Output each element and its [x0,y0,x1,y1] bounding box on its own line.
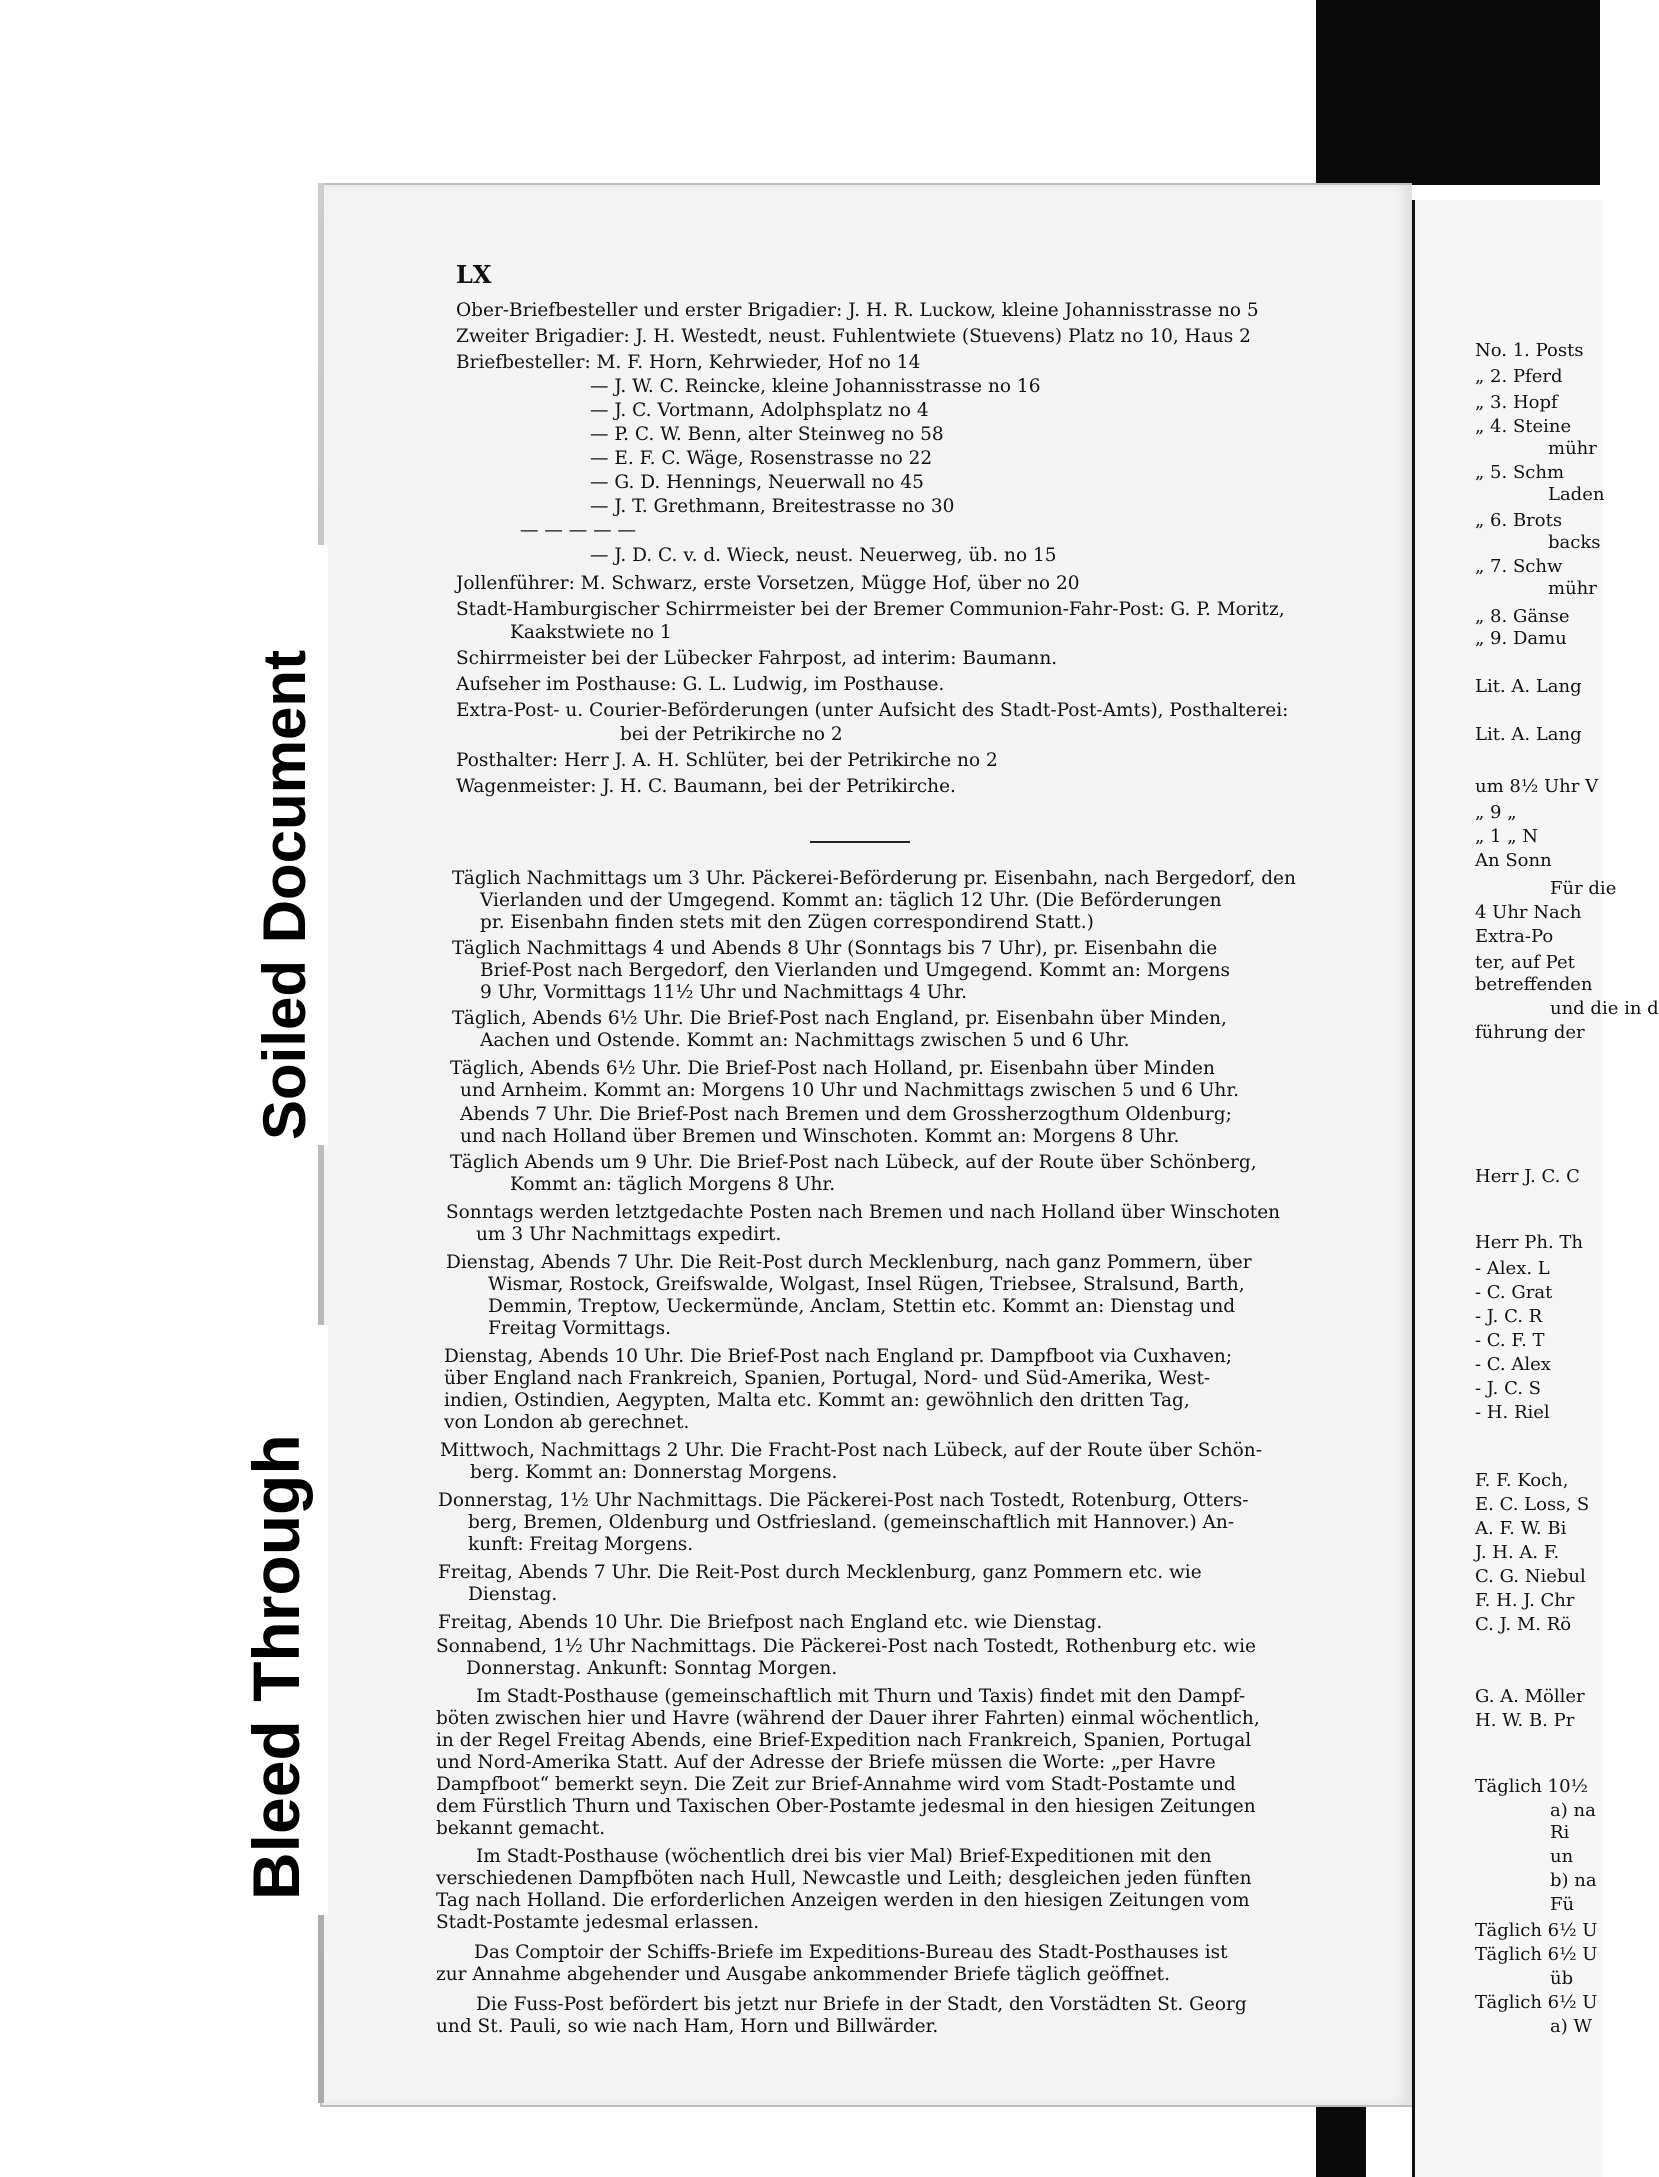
facing-page-text: „ 8. Gänse [1475,606,1570,627]
facing-page-text: a) W [1550,2016,1592,2037]
page-number: LX [456,260,492,289]
facing-page-text: - J. C. R [1475,1306,1543,1327]
facing-page-text: backs [1548,532,1601,553]
facing-page-text: „ 4. Steine [1475,416,1572,437]
facing-page-text: Täglich 6½ U [1475,1992,1598,2013]
text-line: — J. T. Grethmann, Breitestrasse no 30 [590,496,955,517]
text-line: Sonnabend, 1½ Uhr Nachmittags. Die Päckerei-Post nach Tostedt, Rothenburg etc. wie [436,1636,1256,1657]
facing-page-text: Lit. A. Lang [1475,724,1582,745]
text-line: Wismar, Rostock, Greifswalde, Wolgast, Insel Rügen, Triebsee, Stralsund, Barth, [488,1274,1245,1295]
facing-page-text: b) na [1550,1870,1597,1891]
facing-page-text: Täglich 10½ [1475,1776,1589,1797]
facing-page-text: H. W. B. Pr [1475,1710,1575,1731]
facing-page-text: F. F. Koch, [1475,1470,1569,1491]
text-line: Freitag, Abends 7 Uhr. Die Reit-Post durch Mecklenburg, ganz Pommern etc. wie [438,1562,1202,1583]
text-line: kunft: Freitag Morgens. [468,1534,694,1555]
facing-page-text: An Sonn [1475,850,1552,871]
facing-page-text: Für die [1550,878,1617,899]
facing-page-text: F. H. J. Chr [1475,1590,1575,1611]
text-line: Briefbesteller: M. F. Horn, Kehrwieder, Hof no 14 [456,352,921,373]
facing-page-text: betreffenden [1475,974,1593,995]
text-line: Dampfboot“ bemerkt seyn. Die Zeit zur Brief-Annahme wird vom Stadt-Postamte und [436,1774,1236,1795]
text-line: Vierlanden und der Umgegend. Kommt an: täglich 12 Uhr. (Die Beförderungen [480,890,1222,911]
text-line: — P. C. W. Benn, alter Steinweg no 58 [590,424,944,445]
text-line: 9 Uhr, Vormittags 11½ Uhr und Nachmittags 4 Uhr. [480,982,967,1003]
text-line: Täglich, Abends 6½ Uhr. Die Brief-Post nach Holland, pr. Eisenbahn über Minden [450,1058,1215,1079]
text-line: Ober-Briefbesteller und erster Brigadier: J. H. R. Luckow, kleine Johannisstrasse no 5 [456,300,1259,321]
text-line: über England nach Frankreich, Spanien, Portugal, Nord- und Süd-Amerika, West- [444,1368,1211,1389]
facing-page-text: - J. C. S [1475,1378,1541,1399]
text-line: und nach Holland über Bremen und Winschoten. Kommt an: Morgens 8 Uhr. [460,1126,1180,1147]
text-line: und Nord-Amerika Statt. Auf der Adresse der Briefe müssen die Worte: „per Havre [436,1752,1216,1773]
text-line: bei der Petrikirche no 2 [620,724,843,745]
text-line: — J. W. C. Reincke, kleine Johannisstrasse no 16 [590,376,1041,397]
facing-page-text: A. F. W. Bi [1475,1518,1567,1539]
facing-page-text: „ 7. Schw [1475,556,1563,577]
text-line: Posthalter: Herr J. A. H. Schlüter, bei der Petrikirche no 2 [456,750,998,771]
soiled-document-label: Soiled Document [251,649,318,1140]
text-line: Zweiter Brigadier: J. H. Westedt, neust. Fuhlentwiete (Stuevens) Platz no 10, Haus 2 [456,326,1251,347]
facing-page-text: „ 1 „ N [1475,826,1539,847]
facing-page-text: C. G. Niebul [1475,1566,1586,1587]
text-line: pr. Eisenbahn finden stets mit den Zügen correspondirend Statt.) [480,912,1094,933]
text-line: zur Annahme abgehender und Ausgabe ankommender Briefe täglich geöffnet. [436,1964,1170,1985]
facing-page-text: E. C. Loss, S [1475,1494,1590,1515]
text-line: Kommt an: täglich Morgens 8 Uhr. [510,1174,836,1195]
facing-page-text: mühr [1548,438,1597,459]
text-line: Freitag Vormittags. [488,1318,671,1339]
facing-page-text: „ 9 „ [1475,802,1517,823]
facing-page-text: Ri [1550,1822,1570,1843]
text-line: Kaakstwiete no 1 [510,622,672,643]
facing-page-text: und die in d [1550,998,1659,1019]
facing-page-text: Lit. A. Lang [1475,676,1582,697]
facing-page-text: Täglich 6½ U [1475,1944,1598,1965]
text-line: Täglich Nachmittags 4 und Abends 8 Uhr (Sonntags bis 7 Uhr), pr. Eisenbahn die [452,938,1218,959]
text-line: Das Comptoir der Schiffs-Briefe im Expeditions-Bureau des Stadt-Posthauses ist [474,1942,1228,1963]
facing-page-text: Täglich 6½ U [1475,1920,1598,1941]
text-line: Sonntags werden letztgedachte Posten nach Bremen und nach Holland über Winschoten [446,1202,1281,1223]
text-line: Extra-Post- u. Courier-Beförderungen (unter Aufsicht des Stadt-Post-Amts), Posthalterei: [456,700,1289,721]
text-line: — G. D. Hennings, Neuerwall no 45 [590,472,924,493]
text-line: Stadt-Postamte jedesmal erlassen. [436,1912,760,1933]
facing-page-text: - C. Alex [1475,1354,1551,1375]
black-corner-block [1330,0,1600,185]
facing-page-text: - C. Grat [1475,1282,1553,1303]
text-line: Täglich, Abends 6½ Uhr. Die Brief-Post nach England, pr. Eisenbahn über Minden, [452,1008,1227,1029]
text-line: — E. F. C. Wäge, Rosenstrasse no 22 [590,448,933,469]
text-line: Stadt-Hamburgischer Schirrmeister bei der Bremer Communion-Fahr-Post: G. P. Moritz, [456,599,1285,620]
text-line: verschiedenen Dampfböten nach Hull, Newcastle und Leith; desgleichen jeden fünften [436,1868,1252,1889]
facing-page-text: - H. Riel [1475,1402,1550,1423]
text-line: Dienstag. [468,1584,558,1605]
text-line: Aachen und Ostende. Kommt an: Nachmittags zwischen 5 und 6 Uhr. [480,1030,1130,1051]
text-line: Dienstag, Abends 10 Uhr. Die Brief-Post nach England pr. Dampfboot via Cuxhaven; [444,1346,1233,1367]
facing-page-text: ter, auf Pet [1475,952,1575,973]
facing-page-text: um 8½ Uhr V [1475,776,1599,797]
facing-page-text: „ 9. Damu [1475,628,1567,649]
text-line: indien, Ostindien, Aegypten, Malta etc. Kommt an: gewöhnlich den dritten Tag, [444,1390,1190,1411]
facing-page-text: Herr J. C. C [1475,1166,1580,1187]
facing-page-text: „ 2. Pferd [1475,366,1563,387]
text-line: Täglich Abends um 9 Uhr. Die Brief-Post nach Lübeck, auf der Route über Schönberg, [450,1152,1257,1173]
facing-page-text: J. H. A. F. [1475,1542,1560,1563]
text-line: Schirrmeister bei der Lübecker Fahrpost, ad interim: Baumann. [456,648,1058,669]
facing-page-text: - C. F. T [1475,1330,1545,1351]
facing-page-text: C. J. M. Rö [1475,1614,1572,1635]
text-line: Die Fuss-Post befördert bis jetzt nur Briefe in der Stadt, den Vorstädten St. Georg [476,1994,1247,2015]
text-line: — — — — — [520,520,637,541]
text-line: Tag nach Holland. Die erforderlichen Anzeigen werden in den hiesigen Zeitungen vom [436,1890,1250,1911]
facing-page-text: Fü [1550,1894,1575,1915]
text-line: dem Fürstlich Thurn und Taxischen Ober-Postamte jedesmal in den hiesigen Zeitungen [436,1796,1256,1817]
text-line: Donnerstag. Ankunft: Sonntag Morgen. [466,1658,838,1679]
facing-page-text: führung der [1475,1022,1585,1043]
facing-page-text: 4 Uhr Nach [1475,902,1582,923]
text-line: Täglich Nachmittags um 3 Uhr. Päckerei-Beförderung pr. Eisenbahn, nach Bergedorf, den [452,868,1296,889]
bleed-through-label: Bleed Through [239,1434,313,1900]
text-line: Abends 7 Uhr. Die Brief-Post nach Bremen und dem Grossherzogthum Oldenburg; [460,1104,1232,1125]
facing-page-text: G. A. Möller [1475,1686,1585,1707]
text-line: Wagenmeister: J. H. C. Baumann, bei der Petrikirche. [456,776,956,797]
text-line: Brief-Post nach Bergedorf, den Vierlanden und Umgegend. Kommt an: Morgens [480,960,1231,981]
text-line: berg, Bremen, Oldenburg und Ostfriesland. (gemeinschaftlich mit Hannover.) An- [468,1512,1235,1533]
facing-page-text: „ 3. Hopf [1475,392,1558,413]
text-line: und Arnheim. Kommt an: Morgens 10 Uhr und Nachmittags zwischen 5 und 6 Uhr. [460,1080,1240,1101]
text-line: und St. Pauli, so wie nach Ham, Horn und Billwärder. [436,2016,939,2037]
text-line: berg. Kommt an: Donnerstag Morgens. [470,1462,838,1483]
text-line: von London ab gerechnet. [444,1412,690,1433]
text-line: Freitag, Abends 10 Uhr. Die Briefpost nach England etc. wie Dienstag. [438,1612,1103,1633]
facing-page-text: No. 1. Posts [1475,340,1584,361]
text-line: um 3 Uhr Nachmittags expedirt. [476,1224,782,1245]
text-line: Demmin, Treptow, Ueckermünde, Anclam, Stettin etc. Kommt an: Dienstag und [488,1296,1236,1317]
facing-page-text: Herr Ph. Th [1475,1232,1584,1253]
text-line: — J. C. Vortmann, Adolphsplatz no 4 [590,400,929,421]
text-line: böten zwischen hier und Havre (während der Dauer ihrer Fahrten) einmal wöchentlich, [436,1708,1260,1729]
facing-page-text: „ 5. Schm [1475,462,1565,483]
facing-page-text: Extra-Po [1475,926,1554,947]
facing-page-text: „ 6. Brots [1475,510,1563,531]
text-line: Dienstag, Abends 7 Uhr. Die Reit-Post durch Mecklenburg, nach ganz Pommern, über [446,1252,1252,1273]
section-divider [810,841,910,843]
text-line: Im Stadt-Posthause (gemeinschaftlich mit Thurn und Taxis) findet mit den Dampf- [476,1686,1246,1707]
text-line: Aufseher im Posthause: G. L. Ludwig, im Posthause. [456,674,945,695]
facing-page-text: un [1550,1846,1574,1867]
facing-page-text: a) na [1550,1800,1596,1821]
text-line: Im Stadt-Posthause (wöchentlich drei bis vier Mal) Brief-Expeditionen mit den [476,1846,1212,1867]
text-line: Donnerstag, 1½ Uhr Nachmittags. Die Päckerei-Post nach Tostedt, Rotenburg, Otters- [438,1490,1249,1511]
facing-page-text: üb [1550,1968,1574,1989]
facing-page-text: Laden [1548,484,1605,505]
facing-page-text: mühr [1548,578,1597,599]
text-line: in der Regel Freitag Abends, eine Brief-Expedition nach Frankreich, Spanien, Portugal [436,1730,1252,1751]
text-line: — J. D. C. v. d. Wieck, neust. Neuerweg, üb. no 15 [590,545,1057,566]
text-line: Jollenführer: M. Schwarz, erste Vorsetzen, Mügge Hof, über no 20 [456,573,1080,594]
text-line: Mittwoch, Nachmittags 2 Uhr. Die Fracht-Post nach Lübeck, auf der Route über Schön- [440,1440,1262,1461]
text-line: bekannt gemacht. [436,1818,606,1839]
facing-page-text: - Alex. L [1475,1258,1550,1279]
